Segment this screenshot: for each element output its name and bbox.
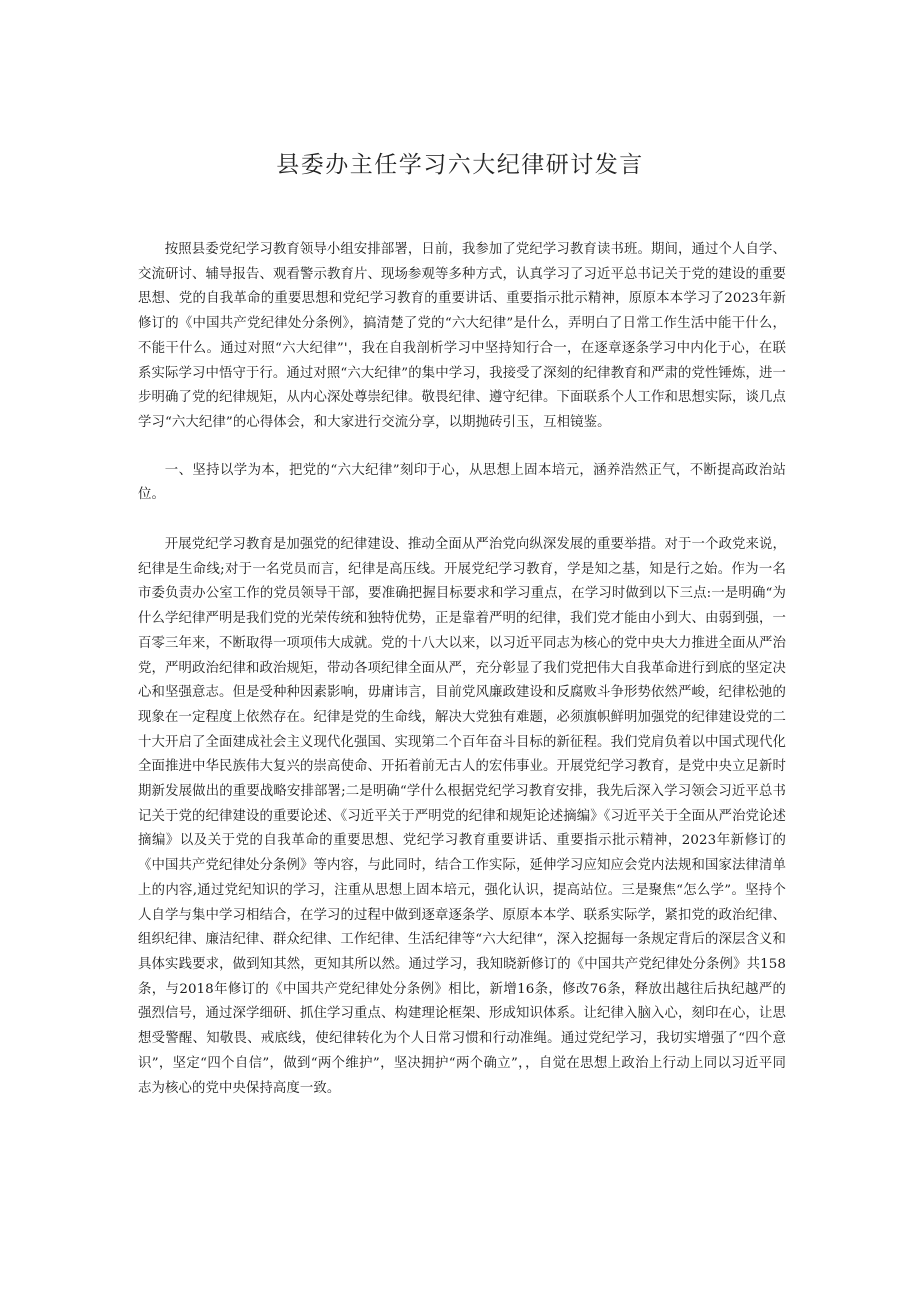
section-heading-paragraph: 一、坚持以学为本，把党的“六大纪律”刻印于心，从思想上固本培元，涵养浩然正气，不断提高政治站位。: [138, 462, 786, 503]
document-body: [138, 238, 786, 1101]
document-title: 县委办主任学习六大纪律研讨发言: [276, 152, 644, 178]
body-paragraph: 开展党纪学习教育是加强党的纪律建设、推动全面从严治党向纵深发展的重要举措。对于一个政党来说，纪律是生命线;对于一名党员而言，纪律是高压线。开展党纪学习教育，学是知之基，知是行之始。作为一名市委负责办公室工作的党员领导干部，要准确把握目标要求和学习重点，在学习时做到以下三点:一是明确“为什么学纪律严明是我们党的光荣传统和独特优势，正是靠着严明的纪律，我们党才能由小到大、由弱到强，一百零三年来，不断取得一项项伟大成就。党的十八大以来，以习近平同志为核心的党中央大力推进全面从严治党，严明政治纪律和政治规矩，带动各项纪律全面从严，充分彰显了我们党把伟大自我革命进行到底的坚定决心和坚强意志。但是受种种因素影响，毋庸讳言，目前党风廉政建设和反腐败斗争形势依然严峻，纪律松弛的现象在一定程度上依然存在。纪律是党的生命线，解决大党独有难题，必须旗帜鲜明加强党的纪律建设党的二十大开启了全面建成社会主义现代化强国、实现第二个百年奋斗目标的新征程。我们党肩负着以中国式现代化全面推进中华民族伟大复兴的崇高使命、开拓着前无古人的宏伟事业。开展党纪学习教育，是党中央立足新时期新发展做出的重要战略安排部署;二是明确“学什么根据党纪学习教育安排，我先后深入学习领会习近平总书记关于党的纪律建设的重要论述、《习近平关于严明党的纪律和规矩论述摘编》《习近平关于全面从严治党论述摘编》以及关于党的自我革命的重要思想、党纪学习教育重要讲话、重要指示批示精神，2023年新修订的《中国共产党纪律处分条例》等内容，与此同时，结合工作实际，延伸学习应知应会党内法规和国家法律清单上的内容,通过党纪知识的学习，注重从思想上固本培元，强化认识，提高站位。三是聚焦“怎么学”。坚持个人自学与集中学习相结合，在学习的过程中做到逐章逐条学、原原本本学、联系实际学，紧扣党的政治纪律、组织纪律、廉洁纪律、群众纪律、工作纪律、生活纪律等“六大纪律“，深入挖掘每一条规定背后的深层含义和具体实践要求，做到知其然，更知其所以然。通过学习，我知晓新修订的《中国共产党纪律处分条例》共158条，与2018年修订的《中国共产党纪律处分条例》相比，新增16条，修改76条，释放出越往后执纪越严的强烈信号，通过深学细研、抓住学习重点、构建理论框架、形成知识体系。让纪律入脑入心，刻印在心，让思想受警醒、知敬畏、戒底线，使纪律转化为个人日常习惯和行动准绳。通过党纪学习，我切实增强了“四个意识”，坚定“四个自信”，做到“两个维护”，坚决拥护“两个确立”，，自觉在思想上政治上行动上同以习近平同志为核心的党中央保持高度一致。: [138, 537, 786, 1096]
intro-paragraph: 按照县委党纪学习教育领导小组安排部署，日前，我参加了党纪学习教育读书班。期间，通过个人自学、交流研讨、辅导报告、观看警示教育片、现场参观等多种方式，认真学习了习近平总书记关于党的建设的重要思想、党的自我革命的重要思想和党纪学习教育的重要讲话、重要指示批示精神，原原本本学习了2023年新修订的《中国共产党纪律处分条例》，搞清楚了党的“六大纪律”是什么，弄明白了日常工作生活中能干什么，不能干什么。通过对照“六大纪律”'，我在自我剖析学习中坚持知行合一，在逐章逐条学习中内化于心，在联系实际学习中悟守于行。通过对照“六大纪律”的集中学习，我接受了深刻的纪律教育和严肃的党性锤炼，进一步明确了党的纪律规矩，从内心深处尊崇纪律。敬畏纪律、遵守纪律。下面联系个人工作和思想实际，谈几点学习“六大纪律”的心得体会，和大家进行交流分享，以期抛砖引玉，互相镜鉴。: [138, 242, 786, 430]
